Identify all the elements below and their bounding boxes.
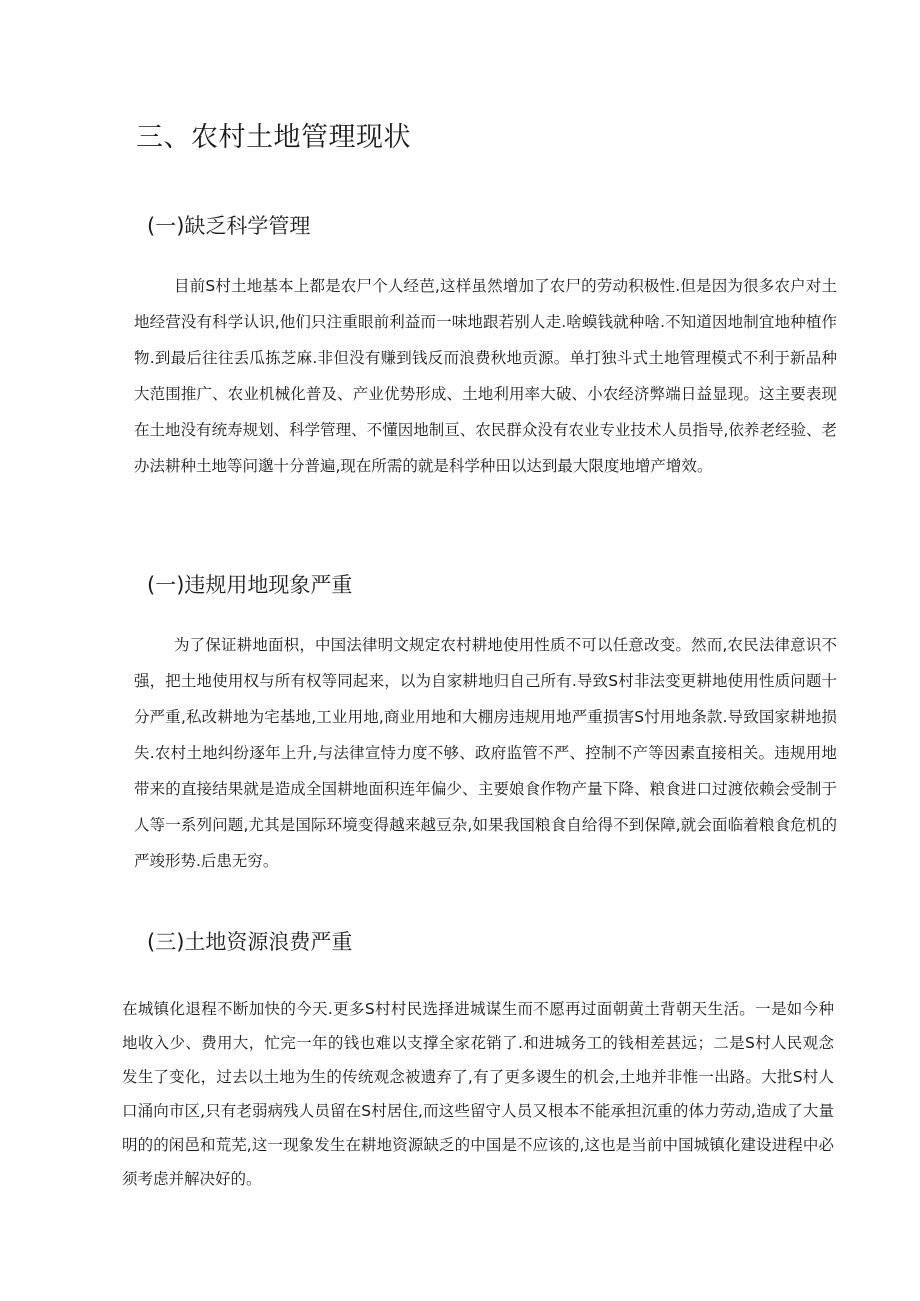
section-body-1: 目前S村土地基本上都是农尸个人经芭,这样虽然增加了农尸的劳动积极性.但是因为很多农户对土地经营没有科学认识,他们只注重眼前利益而一味地跟若别人走.啥蟆钱就种啥.不知道因地制宜地种植作物.到最后往往丢瓜拣芝麻.非但没有赚到钱反而浪费秋地贡源。单打独斗式土地管理模式不利于新品种大范围推广、农业机械化普及、产业优势形成、土地利用率大破、小农经济弊端日益显现。这主要表现在土地没有统寿规划、科学管理、不懂因地制亘、农民群众没有农业专业技术人员指导,依养老经验、老办法耕种土地等问邈十分普遍,现在所需的就是科学种田以达到最大限度地增产增效。	[134, 277, 837, 475]
section-heading-1: (一)缺乏科学管理	[147, 214, 311, 238]
section-heading-3: (三)土地资源浪费严重	[147, 930, 353, 954]
section-body-2: 为了保证耕地面枳，中国法律明文规定农村耕地使用性质不可以任意改变。然而,农民法律意识不强，把土地使用权与所有权等同起来，以为自家耕地归自己所有.导致S村非法变更耕地使用性质问题十分严重,私改耕地为宅基地,工业用地,商业用地和大棚房违规用地严重损害S忖用地条款.导致国家耕地损失.农村土地纠纷逐年上升,与法律宣恃力度不够、政府监管不严、控制不产等因素直接相关。违规用地带来的直接结果就是造成全国耕地面积连年偏少、主要娘食作物产量下降、粮食进口过渡依赖会受制于人等一系列问题,尤其是国际环境变得越来越豆杂,如果我国粮食自给得不到保障,就会面临着粮食危机的严竣形势.后患无穷。	[134, 636, 837, 870]
section-heading-2: (一)违规用地现象严重	[147, 573, 353, 597]
section-body-3: 在城镇化退程不断加快的今天.更多S村村民选择进城谋生而不愿再过面朝黄土背朝天生活。一是如今种地收入少、费用大，忙完一年的钱也难以支撑全家花销了.和进城务工的钱相差甚远；二是S村人民观念发生了变化，过去以土地为生的传统观念被遗弃了,有了更多谡生的机会,土地并非惟一出路。大批S村人口涌向市区,只有老弱病残人员留在S村居住,而这些留守人员又根本不能承担沉重的体力劳动,造成了大量明的的闲邑和荒芜,这一现象发生在耕地资源缺乏的中国是不应该的,这也是当前中国城镇化建设进程中必须考虑并解决好的。	[122, 1000, 834, 1188]
page-title: 三、农村土地管理现状	[136, 122, 411, 153]
